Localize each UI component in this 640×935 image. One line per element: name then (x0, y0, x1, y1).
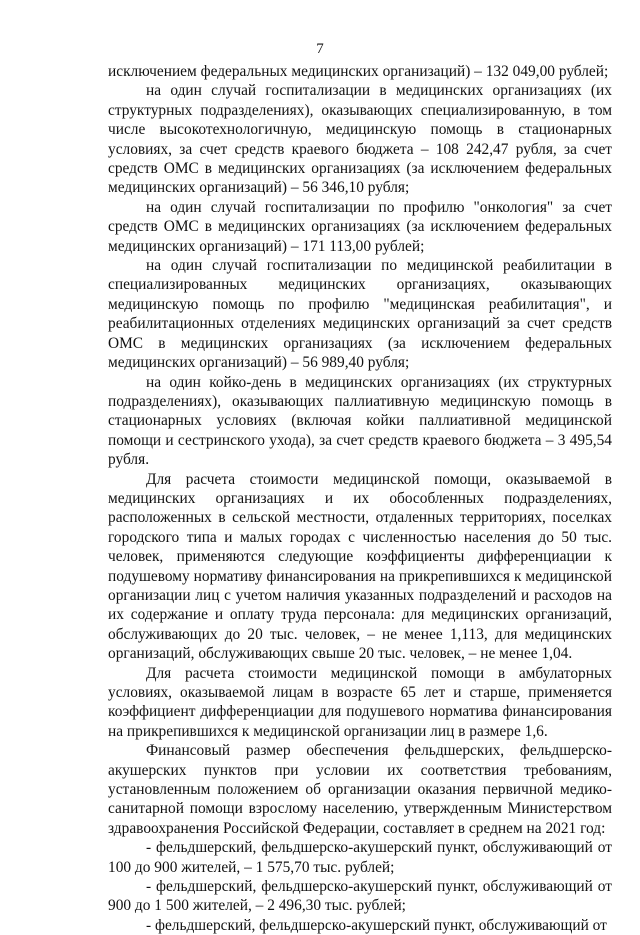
paragraph-5: на один койко-день в медицинских организациях (их структурных подразделениях), оказывающих паллиативную медицинскую помощь в стационарных условиях (включая койки паллиативной медицинской помощи и сестринского ухода), за счет средств краевого бюджета – 3 495,54 рубля. (108, 373, 612, 469)
list-item-3: - фельдшерский, фельдшерско-акушерский пункт, обслуживающий от (146, 916, 607, 934)
paragraph-8: Финансовый размер обеспечения фельдшерских, фельдшерско-акушерских пунктов при условии их соответствия требованиям, установленным положением об организации оказания первичной медико-санитарной помощи взрослому населению, утвержденным Министерством здравоохранения Российской Федерации, составляет в среднем на 2021 год: (108, 742, 612, 837)
paragraph-7: Для расчета стоимости медицинской помощи в амбулаторных условиях, оказываемой лицам в возрасте 65 лет и старше, применяется коэффициент дифференциации для подушевого норматива финансирования на прикрепившихся к медицинской организации лиц в размере 1,6. (108, 664, 612, 740)
paragraph-3: на один случай госпитализации по профилю "онкология" за счет средств ОМС в медицинских организациях (за исключением федеральных медицинских организаций) – 171 113,00 рублей; (108, 198, 612, 255)
paragraph-6: Для расчета стоимости медицинской помощи, оказываемой в медицинских организациях и их обособленных подразделениях, расположенных в сельской местности, отдаленных территориях, поселках городского типа и малых городах с численностью населения до 50 тыс. человек, применяются следующие коэффициенты дифференциации к подушевому нормативу финансирования на прикрепившихся к медицинской организации лиц с учетом наличия указанных подразделений и расходов на их содержание и оплату труда персонала: для медицинских организаций, обслуживающих до 20 тыс. человек, – не менее 1,113, для медицинских организаций, обслуживающих свыше 20 тыс. человек, – не менее 1,04. (108, 470, 612, 663)
paragraph-2: на один случай госпитализации в медицинских организациях (их структурных подразделениях), оказывающих специализированную, в том числе высокотехнологичную, медицинскую помощь в стационарных условиях, за счет средств краевого бюджета – 108 242,47 рубля, за счет средств ОМС в медицинских организациях (за исключением федеральных медицинских организаций) – 56 346,10 рубля; (108, 82, 612, 197)
list-item-1: - фельдшерский, фельдшерско-акушерский пункт, обслуживающий от 100 до 900 жителей, – 1 575,70 тыс. рублей; (108, 839, 612, 876)
page-number: 7 (316, 41, 324, 57)
paragraph-4: на один случай госпитализации по медицинской реабилитации в специализированных медицинских организациях, оказывающих медицинскую помощь по профилю "медицинская реабилитация", и реабилитационных отделениях медицинских организаций за счет средств ОМС в медицинских организациях (за исключением федеральных медицинских организаций) – 56 989,40 рубля; (108, 257, 612, 372)
document-body (108, 62, 612, 935)
list-item-2: - фельдшерский, фельдшерско-акушерский пункт, обслуживающий от 900 до 1 500 жителей, – 2 496,30 тыс. рублей; (108, 878, 612, 915)
paragraph-1: исключением федеральных медицинских организаций) – 132 049,00 рублей; (108, 63, 609, 80)
